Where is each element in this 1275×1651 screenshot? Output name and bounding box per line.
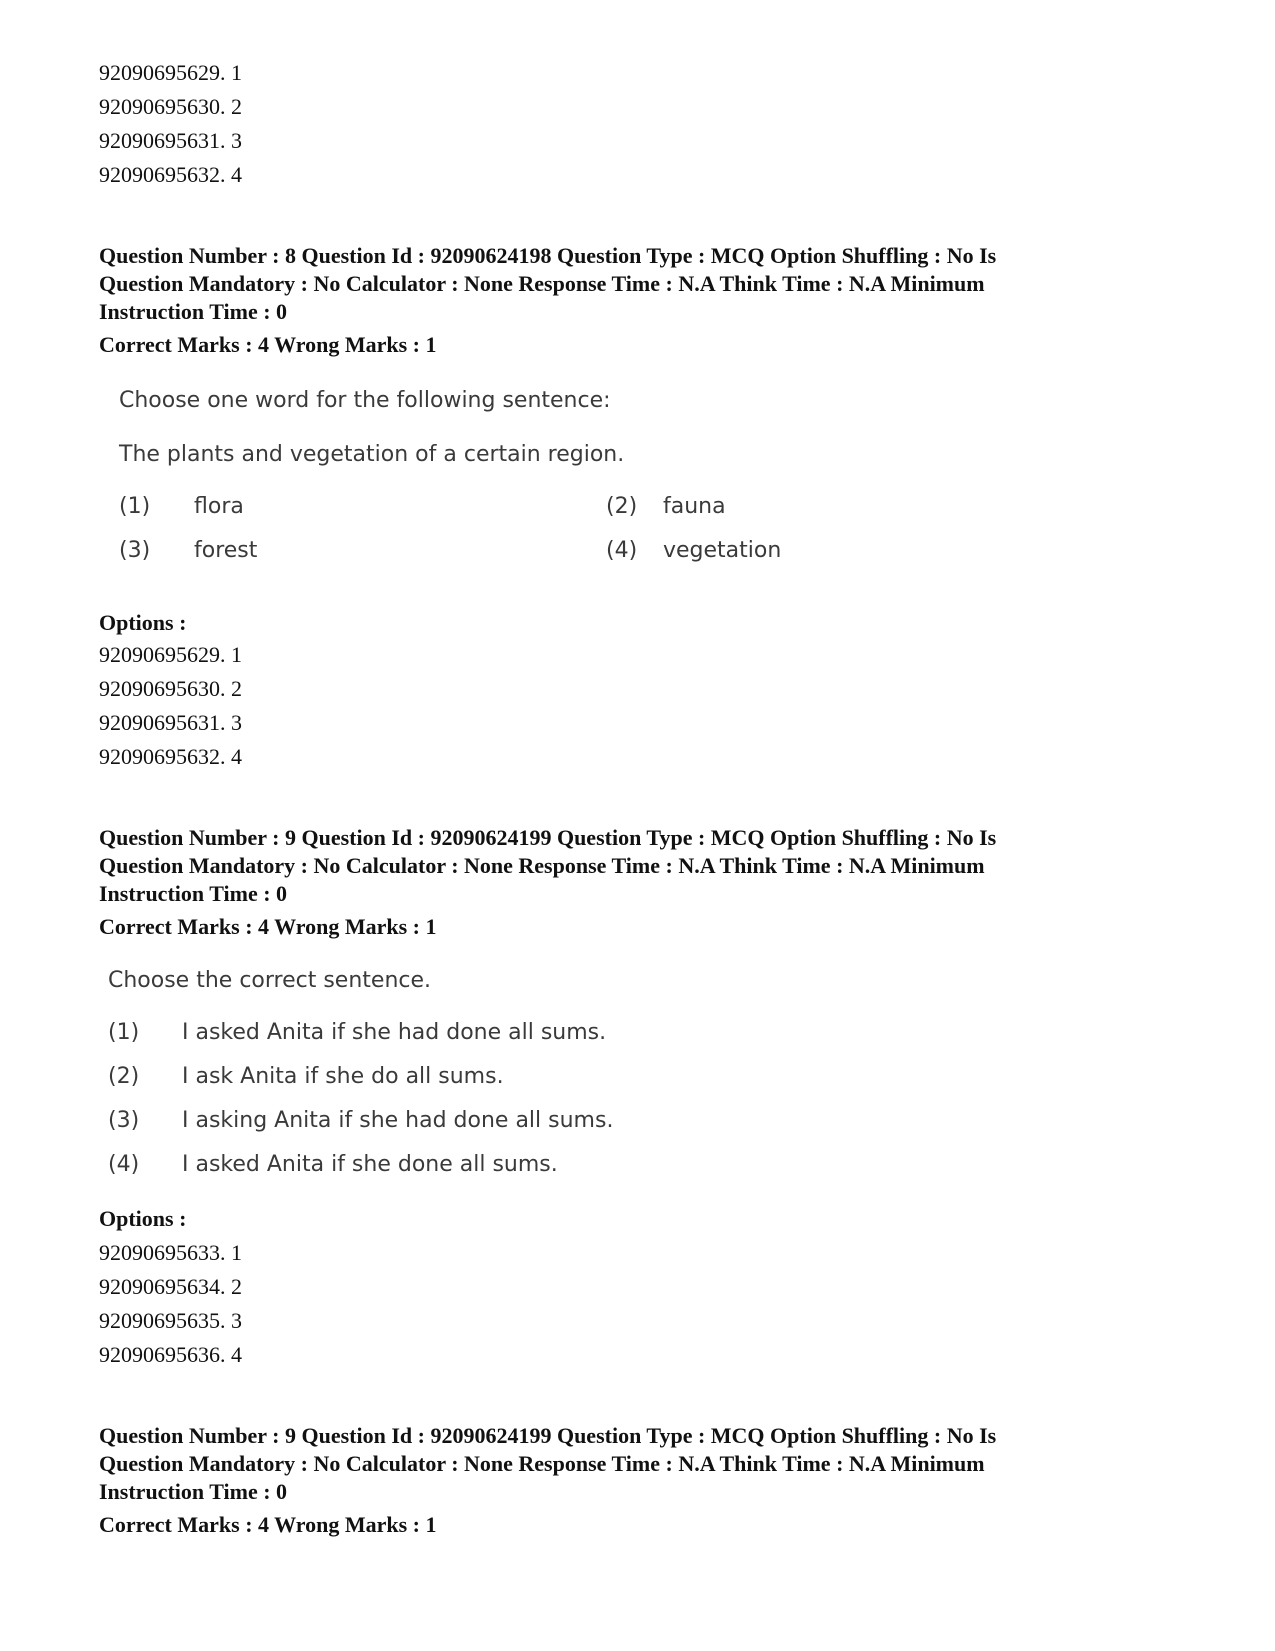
question-9-choice-2-text: I ask Anita if she do all sums.	[182, 1064, 504, 1089]
question-9-repeat-meta	[99, 1422, 1179, 1506]
question-8-meta	[99, 242, 1179, 326]
question-9-option-3: 92090695635. 3	[99, 1308, 242, 1333]
top-option-4: 92090695632. 4	[99, 162, 242, 187]
question-8-meta-line-1: Question Number : 8 Question Id : 92090624198 Question Type : MCQ Option Shuffling : No Is	[99, 243, 997, 268]
top-option-3: 92090695631. 3	[99, 128, 242, 153]
question-8-prompt: Choose one word for the following sentence:	[119, 388, 611, 413]
question-8-meta-line-3: Instruction Time : 0	[99, 299, 288, 324]
question-8-choice-4-text: vegetation	[663, 538, 782, 563]
question-9-choice-4-number: (4)	[108, 1152, 140, 1177]
question-8-option-1: 92090695629. 1	[99, 642, 242, 667]
question-8-options-label: Options :	[99, 610, 187, 635]
question-9-repeat-meta-line-2: Question Mandatory : No Calculator : None Response Time : N.A Think Time : N.A Minimum	[99, 1451, 985, 1476]
question-9-choice-2-number: (2)	[108, 1064, 140, 1089]
question-8-option-4: 92090695632. 4	[99, 744, 242, 769]
question-9-meta	[99, 824, 1179, 908]
question-8-meta-line-2: Question Mandatory : No Calculator : None Response Time : N.A Think Time : N.A Minimum	[99, 271, 985, 296]
question-9-choice-3-number: (3)	[108, 1108, 140, 1133]
question-9-option-2: 92090695634. 2	[99, 1274, 242, 1299]
question-9-meta-line-3: Instruction Time : 0	[99, 881, 288, 906]
question-8-marks: Correct Marks : 4 Wrong Marks : 1	[99, 332, 437, 357]
question-8-choice-1-number: (1)	[119, 494, 151, 519]
question-9-choice-1-number: (1)	[108, 1020, 140, 1045]
question-8-option-2: 92090695630. 2	[99, 676, 242, 701]
question-9-choice-3-text: I asking Anita if she had done all sums.	[182, 1108, 614, 1133]
top-option-2: 92090695630. 2	[99, 94, 242, 119]
question-8-choice-2-number: (2)	[606, 494, 638, 519]
question-8-sentence: The plants and vegetation of a certain region.	[119, 442, 625, 467]
question-9-options-label: Options :	[99, 1206, 187, 1231]
question-8-choice-2-text: fauna	[663, 494, 726, 519]
question-8-choice-4-number: (4)	[606, 538, 638, 563]
question-9-option-1: 92090695633. 1	[99, 1240, 242, 1265]
question-9-meta-line-2: Question Mandatory : No Calculator : None Response Time : N.A Think Time : N.A Minimum	[99, 853, 985, 878]
question-9-choice-1-text: I asked Anita if she had done all sums.	[182, 1020, 607, 1045]
question-9-marks: Correct Marks : 4 Wrong Marks : 1	[99, 914, 437, 939]
question-8-choice-1-text: flora	[194, 494, 244, 519]
question-9-choice-4-text: I asked Anita if she done all sums.	[182, 1152, 558, 1177]
question-8-choice-3-number: (3)	[119, 538, 151, 563]
question-9-prompt: Choose the correct sentence.	[108, 968, 432, 993]
question-9-repeat-meta-line-3: Instruction Time : 0	[99, 1479, 288, 1504]
question-9-repeat-meta-line-1: Question Number : 9 Question Id : 92090624199 Question Type : MCQ Option Shuffling : No Is	[99, 1423, 997, 1448]
question-9-repeat-marks: Correct Marks : 4 Wrong Marks : 1	[99, 1512, 437, 1537]
question-8-option-3: 92090695631. 3	[99, 710, 242, 735]
top-option-1: 92090695629. 1	[99, 60, 242, 85]
question-8-choice-3-text: forest	[194, 538, 258, 563]
question-9-meta-line-1: Question Number : 9 Question Id : 92090624199 Question Type : MCQ Option Shuffling : No Is	[99, 825, 997, 850]
question-9-option-4: 92090695636. 4	[99, 1342, 242, 1367]
